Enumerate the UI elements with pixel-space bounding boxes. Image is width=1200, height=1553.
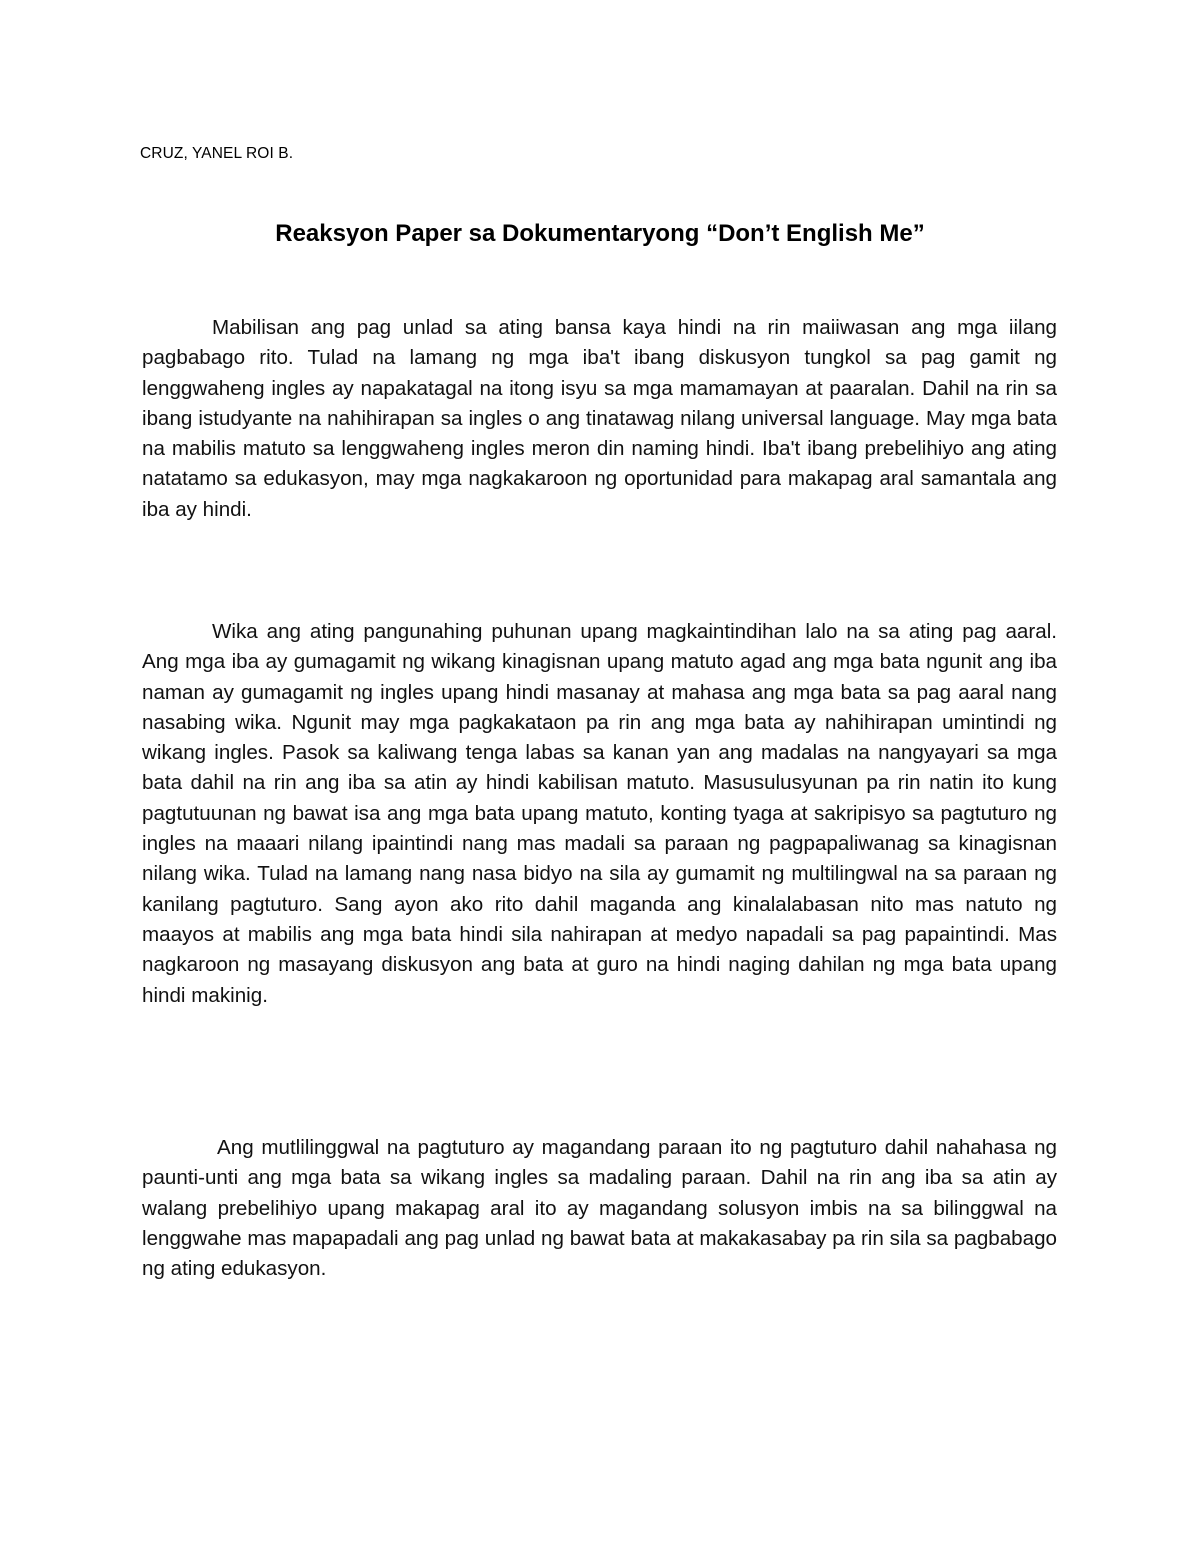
paragraph-2: Wika ang ating pangunahing puhunan upang magkaintindihan lalo na sa ating pag aaral. Ang mga iba ay gumagamit ng wikang kinagisnan upang matuto agad ang mga bata ngunit ang iba naman ay gumagamit ng ingles upang hindi masanay at mahasa ang mga bata sa pag aaral nang nasabing wika. Ngunit may mga pagkakataon pa rin ang mga bata ay nahihirapan umintindi ng wikang ingles. Pasok sa kaliwang tenga labas sa kanan yan ang madalas na nangyayari sa mga bata dahil na rin ang iba sa atin ay hindi kabilisan matuto. Masusulusyunan pa rin natin ito kung pagtutuunan ng bawat isa ang mga bata upang matuto, konting tyaga at sakripisyo sa pagtuturo ng ingles na maaari nilang ipaintindi nang mas madali sa paraan ng pagpapaliwanag sa kinagisnan nilang wika. Tulad na lamang nang nasa bidyo na sila ay gumamit ng multilingwal na sa paraan ng kanilang pagtuturo. Sang ayon ako rito dahil maganda ang kinalalabasan nito mas natuto ng maayos at mabilis ang mga bata hindi sila nahirapan at medyo napadali sa pag papaintindi. Mas nagkaroon ng masayang diskusyon ang bata at guro na hindi naging dahilan ng mga bata upang hindi makinig. (142, 620, 1057, 1007)
paragraph-3: Ang mutlilinggwal na pagtuturo ay magandang paraan ito ng pagtuturo dahil nahahasa ng paunti-unti ang mga bata sa wikang ingles sa madaling paraan. Dahil na rin ang iba sa atin ay walang prebelihiyo upang makapag aral ito ay magandang solusyon imbis na sa bilinggwal na lenggwahe mas mapapadali ang pag unlad ng bawat bata at makakasabay pa rin sila sa pagbabago ng ating edukasyon. (142, 1136, 1057, 1281)
paragraph-1: Mabilisan ang pag unlad sa ating bansa kaya hindi na rin maiiwasan ang mga iilang pagbabago rito. Tulad na lamang ng mga iba't ibang diskusyon tungkol sa pag gamit ng lenggwaheng ingles ay napakatagal na itong isyu sa mga mamamayan at paaralan. Dahil na rin sa ibang istudyante na nahihirapan sa ingles o ang tinatawag nilang universal language. May mga bata na mabilis matuto sa lenggwaheng ingles meron din naming hindi. Iba't ibang prebelihiyo ang ating natatamo sa edukasyon, may mga nagkakaroon ng oportunidad para makapag aral samantala ang iba ay hindi. (142, 316, 1057, 521)
document-title: Reaksyon Paper sa Dokumentaryong “Don’t English Me” (275, 220, 925, 247)
author-name: CRUZ, YANEL ROI B. (140, 145, 294, 162)
